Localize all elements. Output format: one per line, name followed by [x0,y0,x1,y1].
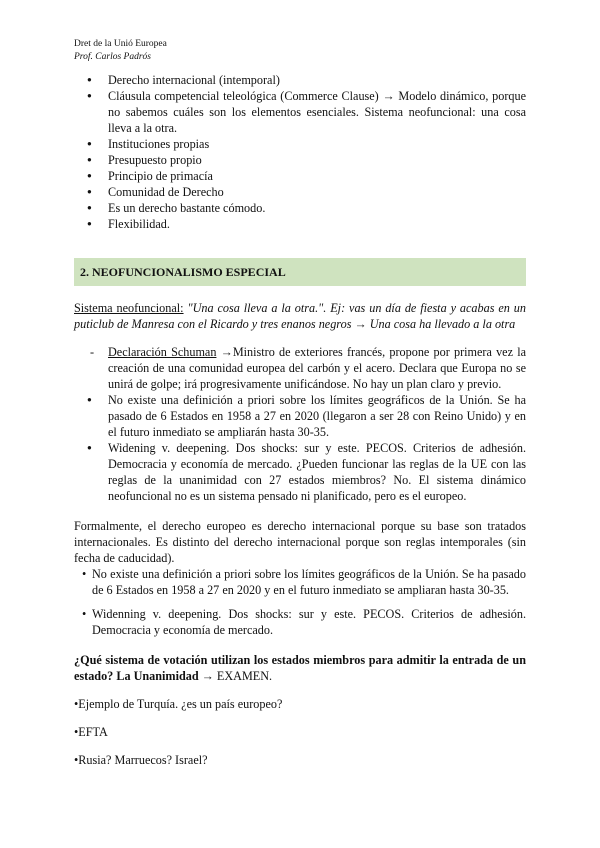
list-item: ● Principio de primacía [74,168,526,184]
schuman-text: →Ministro de exteriores francés, propone por primera vez la creación de una comunidad europea del carbón y el acero. Declara que Europa no se unirá de golpe; irá progresivamente unificándose. No hay un plan claro y previo. [108,345,526,391]
list-item: ● Cláusula competencial teleológica (Commerce Clause) → Modelo dinámico, porque no sabemos cuáles son los elementos esenciales. Sistema neofuncional: una cosa lleva a la otra. [74,88,526,136]
list-item [74,344,526,392]
list-item: ● Flexibilidad. [74,216,526,232]
course-title: Dret de la Unió Europea [74,39,167,49]
final-item: •EFTA [74,725,108,739]
list-item: ● Presupuesto propio [74,152,526,168]
final-item: •Ejemplo de Turquía. ¿es un país europeo? [74,697,283,711]
intro-quote: "Una cosa lleva a la otra.". Ej: vas un día de fiesta y acabas en un puticlub de Manresa con el Ricardo y tres enanos negros → Una cosa ha llevado a la otra [74,301,526,331]
schuman-label: Declaración Schuman [108,345,217,359]
list-item: • No existe una definición a priori sobre los límites geográficos de la Unión. Se ha pasado de 6 Estados en 1958 a 27 en 2020 y en el futuro inmediato se ampliaran hasta 30-35. [78,566,526,598]
list-item: ● Widening v. deepening. Dos shocks: sur y este. PECOS. Criterios de adhesión. Democracia y economía de mercado. ¿Pueden funcionar las reglas de la UE con las reglas de la unanimidad con 27 estados miembros? No. El sistema dinámico neofuncional no es un sistema pensado ni planificado, pero es el europeo. [74,440,526,504]
list-item: ● Comunidad de Derecho [74,184,526,200]
section-heading: 2. NEOFUNCIONALISMO ESPECIAL [74,258,526,286]
intro-paragraph [74,300,526,332]
formal-paragraph: Formalmente, el derecho europeo es derecho internacional porque su base son tratados internacionales. Es distinto del derecho internacional porque son reglas intemporales (sin fecha de caducidad). [74,519,526,565]
list-item: ● Derecho internacional (intemporal) [74,72,526,88]
final-item: •Rusia? Marruecos? Israel? [74,753,208,767]
secondary-list [74,566,526,638]
exam-question [74,652,526,684]
list-item: • Widenning v. deepening. Dos shocks: sur y este. PECOS. Criterios de adhesión. Democracia y economía de mercado. [78,606,526,638]
page-header [74,38,167,64]
schuman-list [74,344,526,504]
question-rest: → EXAMEN. [198,669,273,683]
list-item: ● Es un derecho bastante cómodo. [74,200,526,216]
document-body [74,72,526,768]
list-item: ● Instituciones propias [74,136,526,152]
list-item: ● No existe una definición a priori sobre los límites geográficos de la Unión. Se ha pasado de 6 Estados en 1958 a 27 en 2020 (llegaron a ser 28 con Reino Unido) y en el futuro inmediato se ampliarán hasta 30-35. [74,392,526,440]
question-bold: ¿Qué sistema de votación utilizan los estados miembros para admitir la entrada de un estado? La Unanimidad [74,653,526,683]
professor-name: Prof. Carlos Padrós [74,52,151,62]
intro-label: Sistema neofuncional: [74,301,184,315]
characteristics-list [74,72,526,232]
